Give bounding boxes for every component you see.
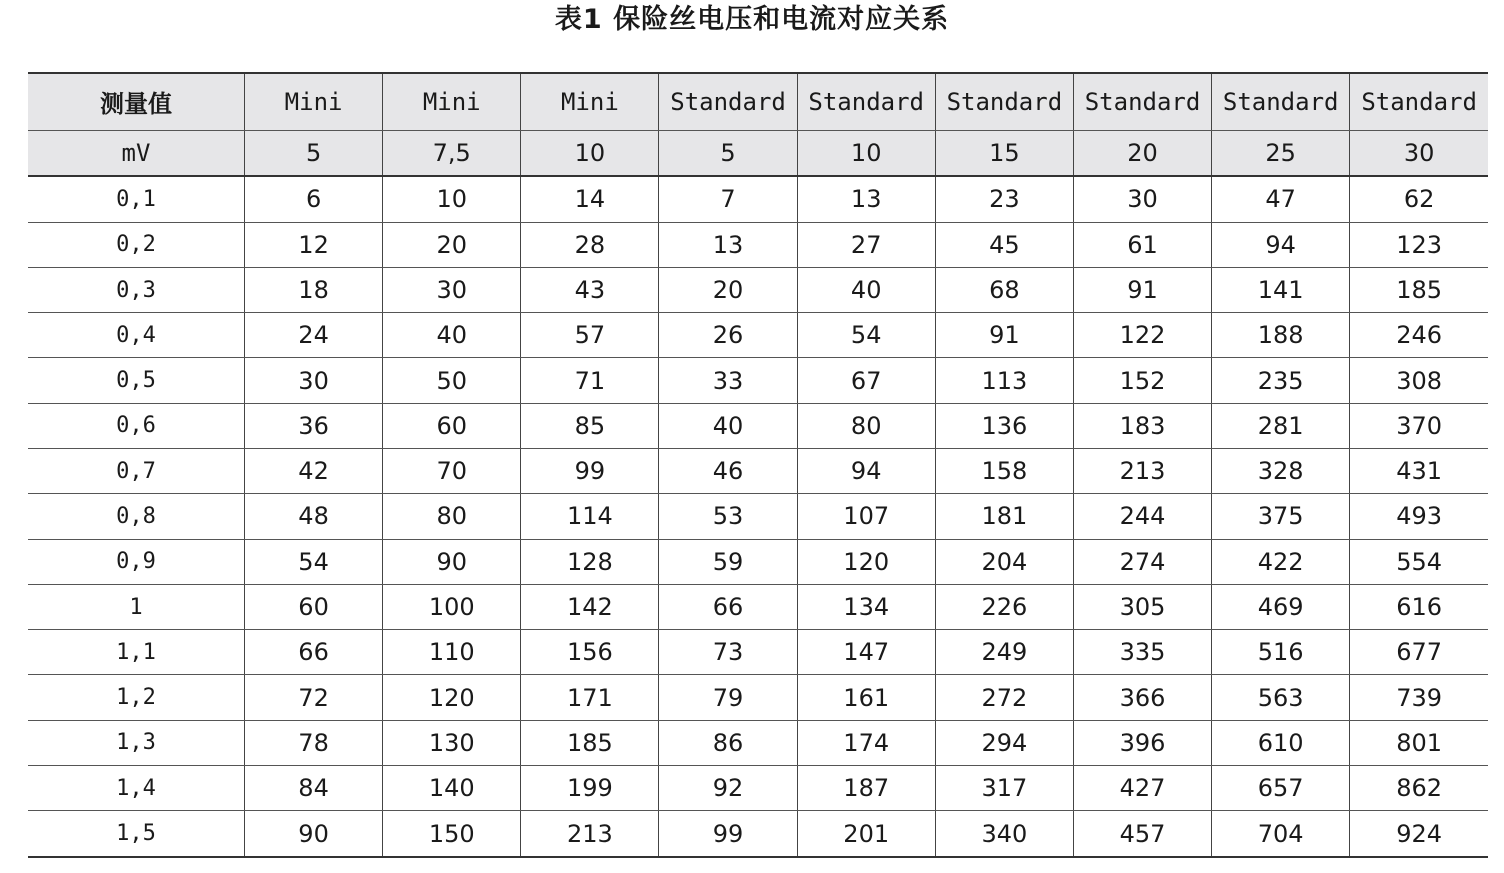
table-cell: 281 [1212, 403, 1350, 448]
table-cell: 142 [521, 584, 659, 629]
table-cell: 249 [935, 630, 1073, 675]
table-cell: 94 [1212, 222, 1350, 267]
table-cell: 188 [1212, 313, 1350, 358]
row-label-cell: 1,5 [28, 811, 245, 857]
table-cell: 130 [383, 720, 521, 765]
table-cell: 40 [659, 403, 797, 448]
table-cell: 171 [521, 675, 659, 720]
table-cell: 181 [935, 494, 1073, 539]
table-title: 表1 保险丝电压和电流对应关系 [554, 4, 950, 35]
table-cell: 60 [245, 584, 383, 629]
table-cell: Standard [659, 73, 797, 130]
row-label-cell: 0,4 [28, 313, 245, 358]
table-cell: 68 [935, 267, 1073, 312]
table-cell: 30 [383, 267, 521, 312]
row-label-cell: 0,9 [28, 539, 245, 584]
table-cell: 174 [797, 720, 935, 765]
table-cell: 59 [659, 539, 797, 584]
table-cell: 30 [1350, 130, 1488, 176]
table-row [28, 222, 1488, 267]
table-cell: 28 [521, 222, 659, 267]
table-cell: 13 [659, 222, 797, 267]
table-cell: 70 [383, 449, 521, 494]
table-cell: 274 [1073, 539, 1211, 584]
table-cell: 14 [521, 176, 659, 222]
table-row [28, 630, 1488, 675]
table-cell: 27 [797, 222, 935, 267]
table-cell: 47 [1212, 176, 1350, 222]
table-cell: 272 [935, 675, 1073, 720]
table-cell: 66 [659, 584, 797, 629]
table-row [28, 720, 1488, 765]
table-cell: 90 [245, 811, 383, 857]
table-cell: 704 [1212, 811, 1350, 857]
table-cell: 48 [245, 494, 383, 539]
table-cell: 366 [1073, 675, 1211, 720]
row-label-cell: mV [28, 130, 245, 176]
table-cell: Standard [1212, 73, 1350, 130]
table-row [28, 811, 1488, 857]
row-label-cell: 测量值 [28, 73, 245, 130]
table-cell: 122 [1073, 313, 1211, 358]
table-cell: 657 [1212, 766, 1350, 811]
table-cell: 862 [1350, 766, 1488, 811]
table-body [28, 73, 1488, 857]
table-cell: 739 [1350, 675, 1488, 720]
table-cell: 25 [1212, 130, 1350, 176]
table-cell: 246 [1350, 313, 1488, 358]
table-cell: 42 [245, 449, 383, 494]
table-cell: 7 [659, 176, 797, 222]
table-cell: 80 [797, 403, 935, 448]
table-cell: 60 [383, 403, 521, 448]
table-cell: 71 [521, 358, 659, 403]
table-cell: 183 [1073, 403, 1211, 448]
table-cell: 375 [1212, 494, 1350, 539]
table-cell: 204 [935, 539, 1073, 584]
table-cell: 187 [797, 766, 935, 811]
table-cell: 469 [1212, 584, 1350, 629]
table-cell: 92 [659, 766, 797, 811]
table-cell: 84 [245, 766, 383, 811]
table-cell: 610 [1212, 720, 1350, 765]
table-row [28, 313, 1488, 358]
table-cell: 114 [521, 494, 659, 539]
table-cell: 422 [1212, 539, 1350, 584]
row-label-cell: 0,6 [28, 403, 245, 448]
table-cell: Standard [1073, 73, 1211, 130]
table-cell: 161 [797, 675, 935, 720]
table-cell: 158 [935, 449, 1073, 494]
table-cell: 123 [1350, 222, 1488, 267]
table-cell: 677 [1350, 630, 1488, 675]
table-cell: 10 [383, 176, 521, 222]
table-cell: Mini [383, 73, 521, 130]
table-cell: 12 [245, 222, 383, 267]
table-cell: 150 [383, 811, 521, 857]
table-cell: 91 [1073, 267, 1211, 312]
table-cell: 94 [797, 449, 935, 494]
row-label-cell: 1 [28, 584, 245, 629]
table-cell: 370 [1350, 403, 1488, 448]
table-cell: 20 [659, 267, 797, 312]
header-row-fuse-rating [28, 130, 1488, 176]
row-label-cell: 0,2 [28, 222, 245, 267]
table-cell: 616 [1350, 584, 1488, 629]
table-cell: 99 [521, 449, 659, 494]
table-row [28, 584, 1488, 629]
table-cell: 86 [659, 720, 797, 765]
table-cell: 18 [245, 267, 383, 312]
table-cell: 30 [245, 358, 383, 403]
table-cell: 40 [383, 313, 521, 358]
row-label-cell: 1,2 [28, 675, 245, 720]
table-cell: 140 [383, 766, 521, 811]
table-cell: 91 [935, 313, 1073, 358]
table-cell: 924 [1350, 811, 1488, 857]
table-cell: 226 [935, 584, 1073, 629]
table-row [28, 675, 1488, 720]
table-cell: 5 [659, 130, 797, 176]
table-cell: 107 [797, 494, 935, 539]
table-cell: 100 [383, 584, 521, 629]
table-cell: 7,5 [383, 130, 521, 176]
table-row [28, 766, 1488, 811]
table-cell: 185 [521, 720, 659, 765]
table-cell: 147 [797, 630, 935, 675]
table-cell: 308 [1350, 358, 1488, 403]
table-cell: 185 [1350, 267, 1488, 312]
table-cell: 156 [521, 630, 659, 675]
table-row [28, 449, 1488, 494]
table-cell: 427 [1073, 766, 1211, 811]
table-cell: 20 [383, 222, 521, 267]
table-cell: 13 [797, 176, 935, 222]
table-cell: 26 [659, 313, 797, 358]
table-cell: 23 [935, 176, 1073, 222]
table-cell: 457 [1073, 811, 1211, 857]
table-cell: 152 [1073, 358, 1211, 403]
table-cell: 340 [935, 811, 1073, 857]
table-cell: 53 [659, 494, 797, 539]
table-cell: 85 [521, 403, 659, 448]
table-cell: 45 [935, 222, 1073, 267]
row-label-cell: 1,3 [28, 720, 245, 765]
table-cell: 6 [245, 176, 383, 222]
table-cell: 141 [1212, 267, 1350, 312]
table-cell: 5 [245, 130, 383, 176]
table-cell: Standard [935, 73, 1073, 130]
table-cell: 57 [521, 313, 659, 358]
table-cell: 72 [245, 675, 383, 720]
table-cell: Mini [521, 73, 659, 130]
table-cell: 15 [935, 130, 1073, 176]
table-cell: 67 [797, 358, 935, 403]
row-label-cell: 0,3 [28, 267, 245, 312]
header-row-fuse-type [28, 73, 1488, 130]
table-cell: 79 [659, 675, 797, 720]
table-cell: 294 [935, 720, 1073, 765]
table-row [28, 358, 1488, 403]
table-cell: 46 [659, 449, 797, 494]
fuse-voltage-current-table [28, 72, 1488, 858]
table-cell: 10 [797, 130, 935, 176]
table-row [28, 176, 1488, 222]
table-cell: 554 [1350, 539, 1488, 584]
table-cell: 33 [659, 358, 797, 403]
table-cell: 493 [1350, 494, 1488, 539]
table-cell: 78 [245, 720, 383, 765]
table-cell: 43 [521, 267, 659, 312]
table-cell: 801 [1350, 720, 1488, 765]
table-cell: 244 [1073, 494, 1211, 539]
table-cell: 328 [1212, 449, 1350, 494]
table-cell: Standard [797, 73, 935, 130]
table-cell: 61 [1073, 222, 1211, 267]
table-cell: 20 [1073, 130, 1211, 176]
table-cell: 396 [1073, 720, 1211, 765]
table-cell: 36 [245, 403, 383, 448]
table-cell: 80 [383, 494, 521, 539]
table-cell: 50 [383, 358, 521, 403]
table-cell: 62 [1350, 176, 1488, 222]
table-cell: 66 [245, 630, 383, 675]
table-cell: 516 [1212, 630, 1350, 675]
table-cell: 563 [1212, 675, 1350, 720]
table-row [28, 494, 1488, 539]
row-label-cell: 1,4 [28, 766, 245, 811]
table-cell: 99 [659, 811, 797, 857]
table-cell: 128 [521, 539, 659, 584]
table-cell: 120 [383, 675, 521, 720]
table-cell: 136 [935, 403, 1073, 448]
table-cell: 201 [797, 811, 935, 857]
table-cell: 113 [935, 358, 1073, 403]
table-cell: 335 [1073, 630, 1211, 675]
row-label-cell: 0,8 [28, 494, 245, 539]
table-cell: 54 [797, 313, 935, 358]
table-cell: 317 [935, 766, 1073, 811]
table-cell: 110 [383, 630, 521, 675]
table-row [28, 403, 1488, 448]
table-row [28, 539, 1488, 584]
table-cell: 235 [1212, 358, 1350, 403]
table-cell: 213 [1073, 449, 1211, 494]
row-label-cell: 0,7 [28, 449, 245, 494]
table-cell: Standard [1350, 73, 1488, 130]
row-label-cell: 1,1 [28, 630, 245, 675]
table-cell: 90 [383, 539, 521, 584]
table-cell: 40 [797, 267, 935, 312]
row-label-cell: 0,1 [28, 176, 245, 222]
table-cell: 431 [1350, 449, 1488, 494]
table-cell: Mini [245, 73, 383, 130]
table-row [28, 267, 1488, 312]
table-cell: 134 [797, 584, 935, 629]
table-cell: 213 [521, 811, 659, 857]
table-cell: 30 [1073, 176, 1211, 222]
table-cell: 54 [245, 539, 383, 584]
table-cell: 199 [521, 766, 659, 811]
table-cell: 24 [245, 313, 383, 358]
table-cell: 120 [797, 539, 935, 584]
table-cell: 305 [1073, 584, 1211, 629]
row-label-cell: 0,5 [28, 358, 245, 403]
table-cell: 10 [521, 130, 659, 176]
table-cell: 73 [659, 630, 797, 675]
